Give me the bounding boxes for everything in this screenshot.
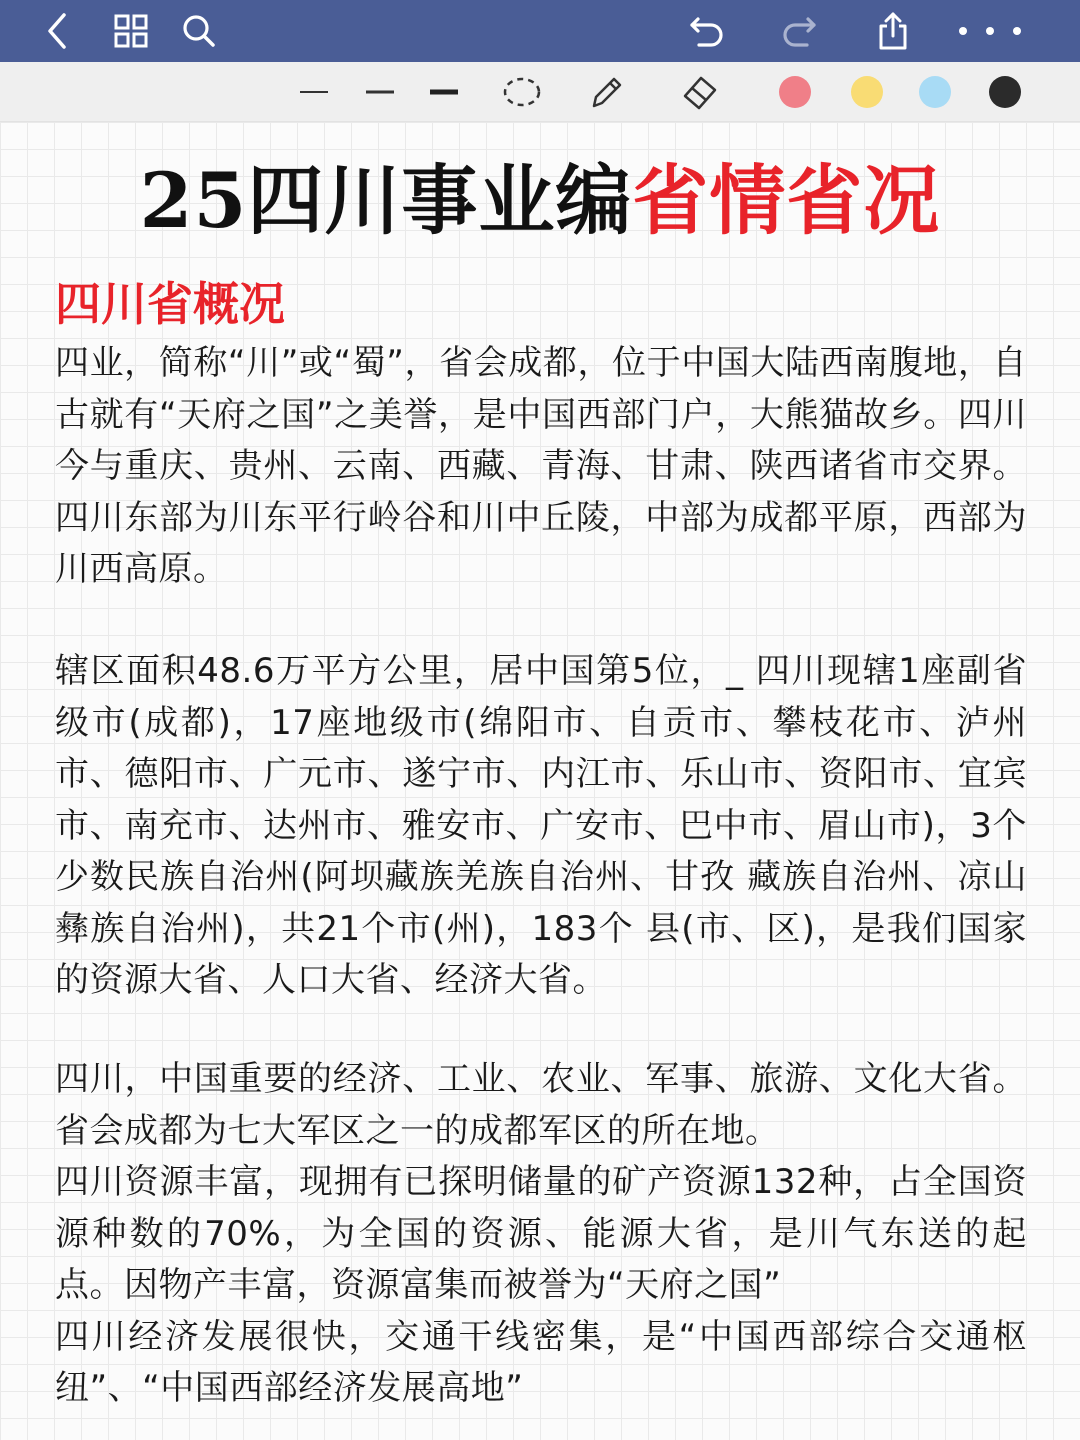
swatch-circle — [851, 76, 883, 108]
pencil-icon[interactable] — [584, 70, 628, 114]
pen-toolbar — [0, 62, 1080, 122]
swatch-circle — [779, 76, 811, 108]
lasso-select-icon[interactable] — [500, 70, 544, 114]
title-red-part: 省情省况 — [632, 156, 941, 245]
top-navigation-bar — [0, 0, 1080, 62]
paragraph-text: 四川，中国重要的经济、工业、农业、军事、旅游、文化大省。省会成都为七大军区之一的成都军区的所在地。 — [55, 1059, 1027, 1151]
section-heading: 四川省概况 — [55, 277, 285, 331]
search-icon[interactable] — [176, 8, 222, 54]
grid-view-icon[interactable] — [108, 8, 154, 54]
paragraph-text: 辖区面积48.6万平方公里，居中国第5位，_ 四川现辖1座副省级市(成都)，17座地级市(绵阳市、自贡市、攀枝花市、泸州市、德阳市、广元市、遂宁市、内江市、乐山市、资阳市、宜宾市、南充市、达州市、雅安市、广安市、巴中市、眉山市)，3个少数民族自治州(阿坝藏族羌族自治州、甘孜 藏族自治州、凉山彝族自治州)，共21个市(州)，183个 县(市、区)，是我们国家的资源大省、人口大省、经济大省。 — [55, 651, 1027, 1000]
paragraph-economy — [55, 1054, 1027, 1415]
undo-icon[interactable] — [684, 8, 730, 54]
paragraph-overview — [55, 338, 1027, 596]
swatch-circle — [919, 76, 951, 108]
thin-stroke-icon[interactable] — [296, 70, 332, 114]
thick-stroke-icon[interactable] — [426, 70, 462, 114]
page-title — [0, 156, 1080, 245]
back-chevron-icon[interactable] — [34, 8, 80, 54]
paragraph-text: 四川资源丰富，现拥有已探明储量的矿产资源132种，占全国资源种数的70%，为全国的资源、能源大省，是川气东送的起点。因物产丰富，资源富集而被誉为“天府之国” — [55, 1162, 1027, 1305]
color-swatch-black[interactable] — [988, 70, 1022, 114]
swatch-circle — [989, 76, 1021, 108]
paragraph-text: 四川经济发展很快，交通干线密集，是“中国西部综合交通枢纽”、“中国西部经济发展高地” — [55, 1316, 1027, 1408]
paragraph-text: 四业，简称“川”或“蜀”，省会成都，位于中国大陆西南腹地，自古就有“天府之国”之美誉，是中国西部门户，大熊猫故乡。四川今与重庆、贵州、云南、西藏、青海、甘肃、陕西诸省市交界。四川东部为川东平行岭谷和川中丘陵，中部为成都平原，西部为川西高原。 — [55, 343, 1027, 589]
title-black-part: 25四川事业编 — [139, 156, 633, 245]
share-icon[interactable] — [870, 8, 916, 54]
color-swatch-yellow[interactable] — [850, 70, 884, 114]
color-swatch-pink[interactable] — [778, 70, 812, 114]
medium-stroke-icon[interactable] — [362, 70, 398, 114]
more-options-icon[interactable] — [950, 8, 1030, 54]
color-swatch-light-blue[interactable] — [918, 70, 952, 114]
eraser-icon[interactable] — [678, 70, 722, 114]
paragraph-administrative — [55, 646, 1027, 1007]
redo-icon[interactable] — [776, 8, 822, 54]
